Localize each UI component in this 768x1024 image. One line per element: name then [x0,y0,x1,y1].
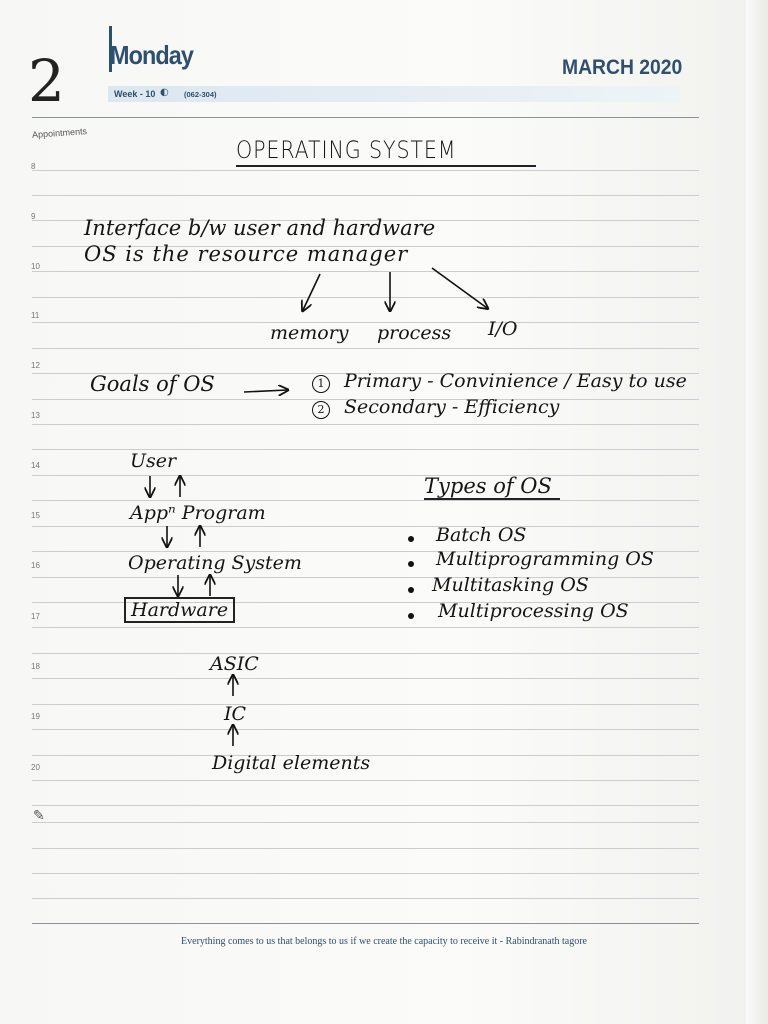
hour-label: 9 [31,212,36,221]
day-count: (062-304) [184,90,217,99]
rule-line [32,653,699,654]
rule-line [32,271,699,272]
goal-secondary-text: Secondary - Efficiency [344,396,560,418]
rule-line [32,848,699,849]
rule-line [32,704,699,705]
page-edge [746,0,768,1024]
goal-primary-text: Primary - Convinience / Easy to use [344,370,687,392]
hour-label: 14 [31,461,40,470]
note-title: OPERATING SYSTEM [236,136,457,164]
stack-user: User [130,450,177,472]
chip-asic: ASIC [210,653,259,675]
arrow-to-io [432,268,487,308]
goal-number: 2 [312,401,330,419]
rule-line [32,923,699,924]
stack-operating-system: Operating System [128,552,302,574]
arrow-to-memory [303,274,320,310]
hour-label: 12 [31,361,40,370]
rule-line [32,500,699,501]
day-name: Monday [110,40,194,70]
bullet [408,587,414,593]
rule-line [32,195,699,196]
chip-digital-elements: Digital elements [212,752,371,774]
resource-memory: memory [270,322,349,344]
rule-line [32,577,699,578]
note-line-resource-manager: OS is the resource manager [84,242,409,266]
arrow-goals [244,390,287,392]
pencil-icon: ✎ [33,808,45,824]
month-year: MARCH 2020 [562,56,683,79]
rule-line [32,297,699,298]
type-batch: Batch OS [436,524,527,546]
note-line-interface: Interface b/w user and hardware [84,216,436,240]
hour-label: 8 [31,162,36,171]
hour-label: 20 [31,763,40,772]
rule-line [32,348,699,349]
hour-label: 17 [31,612,40,621]
type-multitasking: Multitasking OS [432,574,589,596]
bullet [408,613,414,619]
rule-line [32,424,699,425]
goal-secondary [312,396,559,419]
rule-line [32,526,699,527]
rule-line [32,322,699,323]
hour-label: 13 [31,411,40,420]
hour-label: 11 [31,311,40,320]
appointments-label: Appointments [31,126,88,140]
bullet [408,561,414,567]
week-label: Week - 10 [114,89,156,99]
hour-label: 10 [31,262,40,271]
title-underline [236,165,536,167]
goals-label: Goals of OS [90,372,215,396]
type-multiprocessing: Multiprocessing OS [438,600,629,622]
stack-application-program: Appⁿ Program [130,502,266,524]
half-moon-icon: ◐ [160,87,169,98]
resource-io: I/O [488,318,518,340]
rule-line [32,780,699,781]
hour-label: 15 [31,511,40,520]
resource-process: process [377,322,452,344]
rule-line [32,117,699,118]
rule-line [32,475,699,476]
hour-label: 18 [31,662,40,671]
types-underline [424,498,560,500]
type-multiprogramming: Multiprogramming OS [436,548,654,570]
goal-number: 1 [312,375,330,393]
rule-line [32,822,699,823]
hour-label: 16 [31,561,40,570]
types-title: Types of OS [424,474,552,498]
stack-hardware: Hardware [124,597,235,623]
rule-line [32,873,699,874]
rule-line [32,170,699,171]
rule-line [32,898,699,899]
hour-label: 19 [31,712,40,721]
chip-ic: IC [224,703,247,725]
goal-primary [312,370,687,393]
bullet [408,536,414,542]
rule-line [32,678,699,679]
rule-line [32,729,699,730]
rule-line [32,627,699,628]
rule-line [32,805,699,806]
footer-quote: Everything comes to us that belongs to us if we create the capacity to receive it - Rabindranath tagore [181,936,587,947]
date-number: 2 [28,47,65,115]
